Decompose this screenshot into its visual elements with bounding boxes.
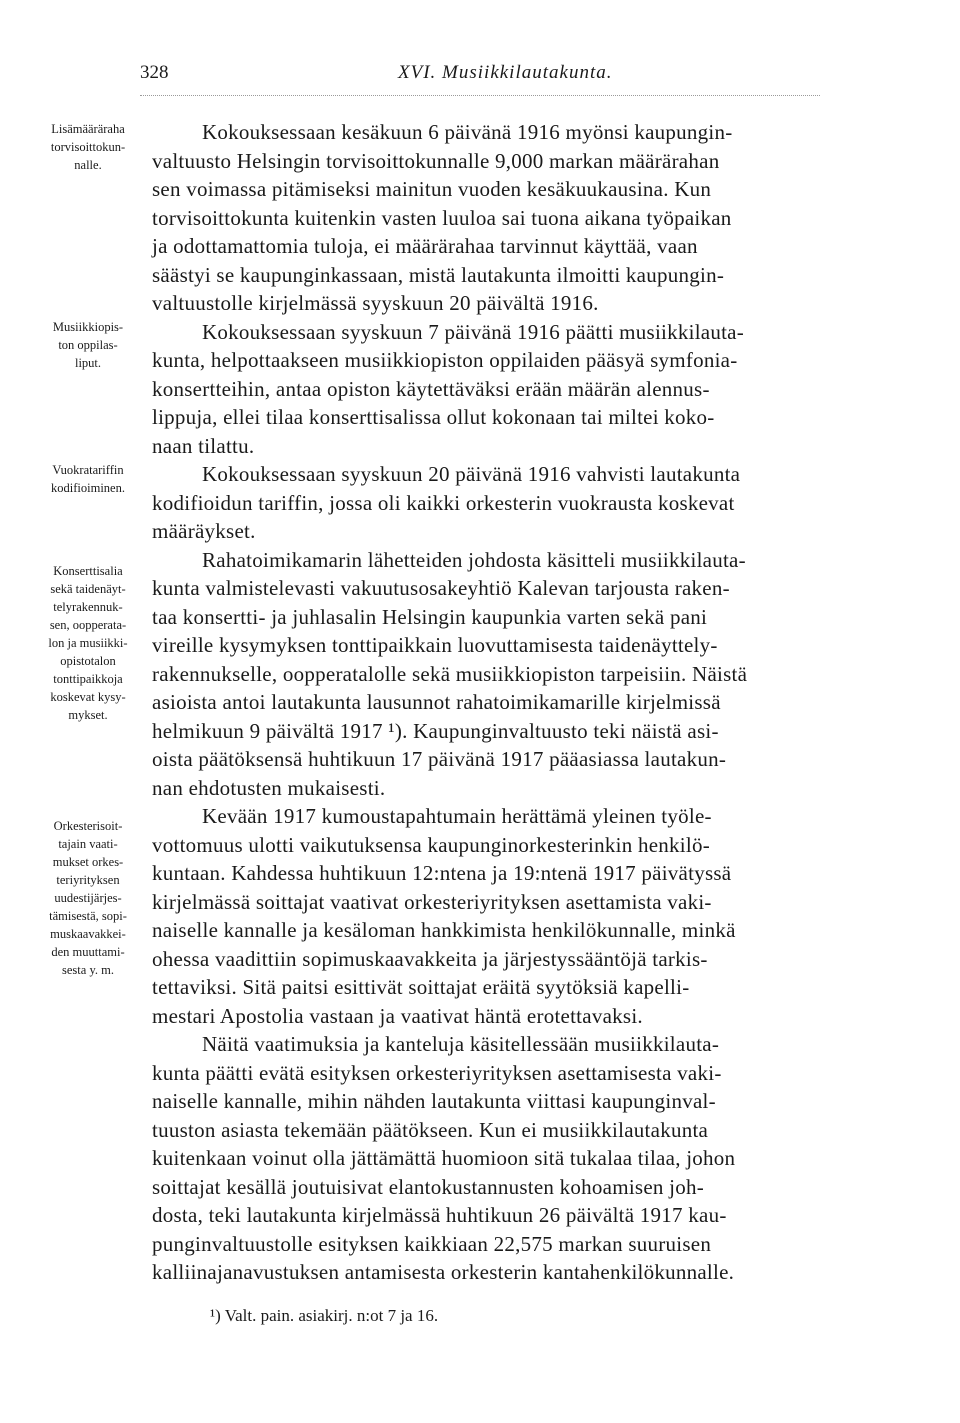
margin-note-line: sen, oopperata-	[49, 618, 127, 632]
margin-note-line: mykset.	[68, 708, 108, 722]
margin-note-line: Vuokratariffin	[52, 463, 124, 477]
text-line: lippuja, ellei tilaa konserttisalissa ollut kokonaan tai miltei koko-	[152, 405, 715, 429]
margin-note-line: tajain vaati-	[58, 837, 118, 851]
text-line: dosta, teki lautakunta kirjelmässä huhtikuun 26 päivältä 1917 kau-	[152, 1203, 727, 1227]
text-line: vireille kysymyksen tonttipaikkain luovuttamisesta taidenäyttely-	[152, 633, 718, 657]
page-header	[140, 62, 830, 92]
text-line: mestari Apostolia vastaan ja vaativat häntä erotettavaksi.	[152, 1003, 643, 1028]
margin-note-line: kodifioiminen.	[51, 481, 125, 495]
text-line: konsertteihin, antaa opiston käytettäväksi erään määrän alennus-	[152, 376, 710, 401]
text-line: Kevään 1917 kumoustapahtumain herättämä yleinen työle-	[202, 804, 712, 828]
margin-note-line: Musiikkiopis-	[52, 320, 124, 334]
paragraph-building-sites	[152, 546, 912, 803]
text-line: säästyi se kaupunginkassaan, mistä lautakunta ilmoitti kaupungin-	[152, 262, 725, 287]
margin-note-line: Orkesterisoit-	[53, 819, 123, 833]
paragraph-orchestra-demands	[152, 802, 912, 1030]
margin-note-line: sekä taidenäyt-	[50, 582, 126, 596]
margin-note-line: lon ja musiikki-	[48, 636, 128, 650]
margin-note-orchestra-demands	[24, 817, 152, 979]
text-line: kunta päätti evätä esityksen orkesteriyrityksen asettamisesta vaki-	[152, 1060, 722, 1085]
text-line: Kokouksessaan kesäkuun 6 päivänä 1916 myönsi kaupungin-	[202, 120, 733, 144]
footnote: ¹) Valt. pain. asiakirj. n:ot 7 ja 16.	[210, 1306, 439, 1325]
text-line: Kokouksessaan syyskuun 7 päivänä 1916 päätti musiikkilauta-	[202, 319, 744, 344]
text-line: punginvaltuustolle esityksen kaikkiaan 22,575 markan suuruisen	[152, 1231, 712, 1256]
margin-note-line: Lisämääräraha	[51, 122, 125, 136]
margin-note-line: uudestijärjes-	[54, 891, 122, 905]
margin-note-line: koskevat kysy-	[50, 690, 126, 704]
margin-note-line: torvisoittokun-	[50, 140, 126, 154]
text-line: tuuston asiasta tekemään päätökseen. Kun ei musiikkilautakunta	[152, 1117, 709, 1142]
text-line: rakennukselle, oopperatalolle sekä musiikkiopiston tarpeisiin. Näistä	[152, 661, 748, 686]
text-line: valtuustolle kirjelmässä syyskuun 20 päivältä 1916.	[152, 291, 599, 315]
text-line: Kokouksessaan syyskuun 20 päivänä 1916 vahvisti lautakunta	[202, 462, 741, 486]
text-line: kalliinajanavustuksen antamisesta orkesterin kantahenkilökunnalle.	[152, 1260, 735, 1284]
margin-note-line: teriyrityksen	[56, 873, 120, 887]
margin-note-rental-tariff	[24, 461, 152, 497]
margin-note-line: tämisestä, sopi-	[49, 909, 127, 923]
text-line: ohessa vaadittiin sopimuskaavakkeita ja järjestyssääntöjä tarkis-	[152, 946, 708, 971]
margin-note-appropriation	[24, 120, 152, 174]
margin-note-line: mukset orkes-	[52, 855, 124, 869]
margin-note-student-tickets	[24, 318, 152, 372]
text-line: Rahatoimikamarin lähetteiden johdosta käsitteli musiikkilauta-	[202, 547, 746, 572]
margin-note-line: Konserttisalia	[53, 564, 123, 578]
text-line: kodifioidun tariffin, jossa oli kaikki orkesterin vuokrausta koskevat	[152, 490, 735, 515]
margin-note-line: ton oppilas-	[58, 338, 118, 352]
text-line: sen voimassa pitämiseksi mainitun vuoden kesäkuukausina. Kun	[152, 177, 712, 201]
running-title: XVI. Musiikkilautakunta.	[398, 62, 613, 83]
body-text	[152, 118, 912, 1287]
margin-note-line: tonttipaikkoja	[53, 672, 123, 686]
text-line: kuitenkaan voinut olla jättämättä huomioon sitä tukalaa tilaa, johon	[152, 1146, 736, 1170]
paragraph-board-decision	[152, 1030, 912, 1287]
text-line: kuntaan. Kahdessa huhtikuun 12:ntena ja 19:ntenä 1917 päivätyssä	[152, 861, 732, 885]
margin-note-line: nalle.	[74, 158, 102, 172]
margin-note-line: muskaavakkei-	[50, 927, 126, 941]
text-line: valtuusto Helsingin torvisoittokunnalle 9,000 markan määrärahan	[152, 148, 720, 173]
text-line: nan ehdotusten mukaisesti.	[152, 775, 386, 800]
paragraph-student-tickets	[152, 318, 912, 461]
text-line: naan tilattu.	[152, 433, 255, 458]
paragraph-appropriation	[152, 118, 912, 318]
header-rule	[140, 95, 820, 96]
text-line: soittajat kesällä joutuisivat elantokustannusten kohoamisen joh-	[152, 1174, 704, 1199]
text-line: asioista antoi lautakunta lausunnot rahatoimikamarille kirjelmissä	[152, 690, 721, 714]
margin-note-line: den muuttami-	[51, 945, 125, 959]
margin-note-line: opistotalon	[60, 654, 116, 668]
text-line: naiselle kannalle, mihin nähden lautakunta viittasi kaupunginval-	[152, 1089, 716, 1113]
margin-note-line: liput.	[74, 356, 102, 370]
text-line: oista päätöksensä huhtikuun 17 päivänä 1917 pääasiassa lautakun-	[152, 747, 727, 771]
paragraph-rental-tariff	[152, 460, 912, 546]
text-line: kunta, helpottaakseen musiikkiopiston oppilaiden pääsyä symfonia-	[152, 348, 738, 372]
text-line: kunta valmistelevasti vakuutusosakeyhtiö Kalevan tarjousta raken-	[152, 576, 730, 600]
text-line: vottomuus ulotti vaikutuksensa kaupunginorkesterinkin henkilö-	[152, 832, 710, 857]
text-line: torvisoittokunta kuitenkin vasten luuloa sai tuona aikana työpaikan	[152, 205, 732, 230]
text-line: määräykset.	[152, 519, 256, 543]
margin-note-line: telyrakennuk-	[53, 600, 123, 614]
text-line: kirjelmässä soittajat vaativat orkesteriyrityksen asettamista vaki-	[152, 889, 712, 914]
text-line: Näitä vaatimuksia ja kanteluja käsitellessään musiikkilauta-	[202, 1032, 720, 1056]
text-line: ja odottamattomia tuloja, ei määrärahaa tarvinnut käyttää, vaan	[152, 234, 698, 258]
text-line: taa konsertti- ja juhlasalin Helsingin kaupunkia varten sekä pani	[152, 604, 708, 629]
text-line: tettaviksi. Sitä paitsi esittivät soittajat eräitä syytöksiä kapelli-	[152, 975, 690, 999]
margin-note-building-sites	[24, 562, 152, 724]
margin-note-line: sesta y. m.	[62, 963, 114, 977]
page-number: 328	[140, 62, 169, 83]
text-line: naiselle kannalle ja kesäloman hankkimista henkilökunnalle, minkä	[152, 918, 736, 942]
text-line: helmikuun 9 päivältä 1917 ¹). Kaupunginvaltuusto teki näistä asi-	[152, 718, 719, 743]
